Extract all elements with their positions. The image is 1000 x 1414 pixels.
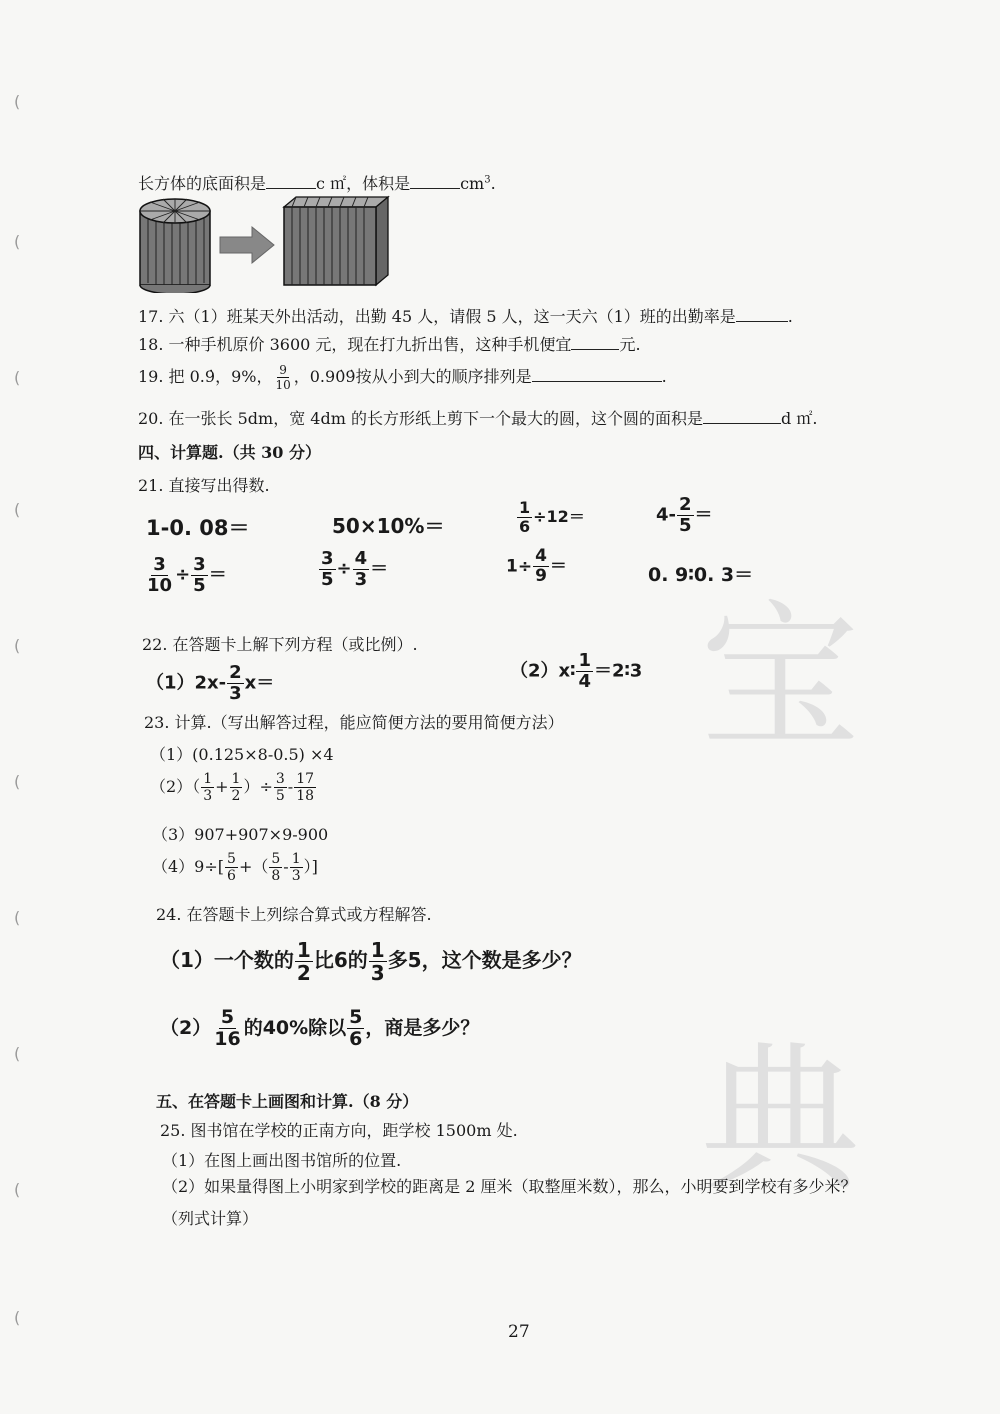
word-problem-24-2: （2） $\frac{5}{16}$ 的40%除以 $\frac{5}{6}$ ，商是多少？ <box>160 1006 480 1050</box>
punch-mark: ( <box>14 1308 21 1327</box>
expr-21-1: 1-0. 08＝ <box>146 516 250 540</box>
punch-mark: ( <box>14 92 21 111</box>
cylinder-to-cuboid-figure <box>136 193 392 293</box>
word-problem-24-1: （1）一个数的 $\frac{1}{2}$ 比6的 $\frac{1}{3}$ 多5，这个数是多少？ <box>160 938 582 985</box>
equation-22-2: （2）x∶ $\frac{1}{4}$ ＝2∶3 <box>510 650 643 692</box>
question-24-title: 24. 在答题卡上列综合算式或方程解答. <box>156 905 432 924</box>
punch-mark: ( <box>14 636 21 655</box>
calc-23-1: （1）(0.125×8-0.5) ×4 <box>150 745 334 764</box>
expr-21-3: $\frac{1}{6}$ ÷12＝ <box>519 498 585 536</box>
punch-mark: ( <box>14 500 21 519</box>
fraction: $\frac{9}{10}$ <box>275 363 291 392</box>
expr-21-7: 1÷ $\frac{4}{9}$ ＝ <box>506 546 567 586</box>
punch-mark: ( <box>14 772 21 791</box>
question-22-title: 22. 在答题卡上解下列方程（或比例）. <box>142 635 418 654</box>
question-18: 18. 一种手机原价 3600 元，现在打九折出售，这种手机便宜 元. <box>138 335 641 354</box>
answer-blank[interactable] <box>410 174 460 189</box>
page-number: 27 <box>508 1322 530 1342</box>
answer-blank[interactable] <box>266 174 316 189</box>
question-21-title: 21. 直接写出得数. <box>138 476 270 495</box>
answer-blank[interactable] <box>571 335 619 350</box>
question-19: 19. 把 0.9̇，9%， $\frac{9}{10}$ ，0.90̇9̇按从小到大的顺序排列是 . <box>138 363 667 392</box>
expr-21-4: 4- $\frac{2}{5}$ ＝ <box>656 494 713 536</box>
expr-21-2: 50×10%＝ <box>332 514 445 538</box>
watermark-char-1: 宝 <box>700 584 861 771</box>
equation-22-1: （1）2x- $\frac{2}{3}$ x＝ <box>146 662 275 704</box>
section-5-heading: 五、在答题卡上画图和计算.（8 分） <box>156 1092 419 1111</box>
answer-blank[interactable] <box>532 367 662 382</box>
calc-23-4: （4）9÷[ $\frac{5}{6}$ +（ $\frac{5}{8}$ - $\frac{1}{3}$ ）] <box>152 851 318 884</box>
watermark-char-2: 典 <box>700 1026 861 1213</box>
answer-blank[interactable] <box>736 307 788 322</box>
question-20: 20. 在一张长 5dm，宽 4dm 的长方形纸上剪下一个最大的圆，这个圆的面积是 d ㎡. <box>138 409 818 428</box>
question-23-title: 23. 计算.（写出解答过程，能应简便方法的要用简便方法） <box>144 713 564 732</box>
punch-mark: ( <box>14 1044 21 1063</box>
q16-line: 长方体的底面积是 c ㎡，体积是 $cm^3$. <box>138 174 496 193</box>
question-25-part-2: （2）如果量得图上小明家到学校的距离是 2 厘米（取整厘米数），那么，小明要到学校有多少米？ <box>162 1177 857 1196</box>
punch-mark: ( <box>14 368 21 387</box>
expr-21-6: $\frac{3}{5}$ ÷ $\frac{4}{3}$ ＝ <box>321 548 389 590</box>
question-25-title: 25. 图书馆在学校的正南方向，距学校 1500m 处. <box>160 1121 518 1140</box>
calc-23-2: （2）（ $\frac{1}{3}$ + $\frac{1}{2}$ ）÷ $\frac{3}{5}$ - $\frac{17}{18}$ <box>150 771 315 804</box>
question-25-part-1: （1）在图上画出图书馆所的位置. <box>162 1151 402 1170</box>
answer-blank[interactable] <box>703 409 781 424</box>
punch-mark: ( <box>14 232 21 251</box>
expr-21-8: 0. 9∶0. 3＝ <box>648 564 754 586</box>
punch-mark: ( <box>14 1180 21 1199</box>
question-25-part-3: （列式计算） <box>162 1209 259 1228</box>
calc-23-3: （3）907+907×9-900 <box>152 825 329 844</box>
expr-21-5: $\frac{3}{10}$ ÷ $\frac{3}{5}$ ＝ <box>147 554 227 596</box>
section-4-heading: 四、计算题.（共 30 分） <box>138 443 321 462</box>
punch-mark: ( <box>14 908 21 927</box>
question-17: 17. 六（1）班某天外出活动，出勤 45 人，请假 5 人，这一天六（1）班的出勤率是 . <box>138 307 793 326</box>
